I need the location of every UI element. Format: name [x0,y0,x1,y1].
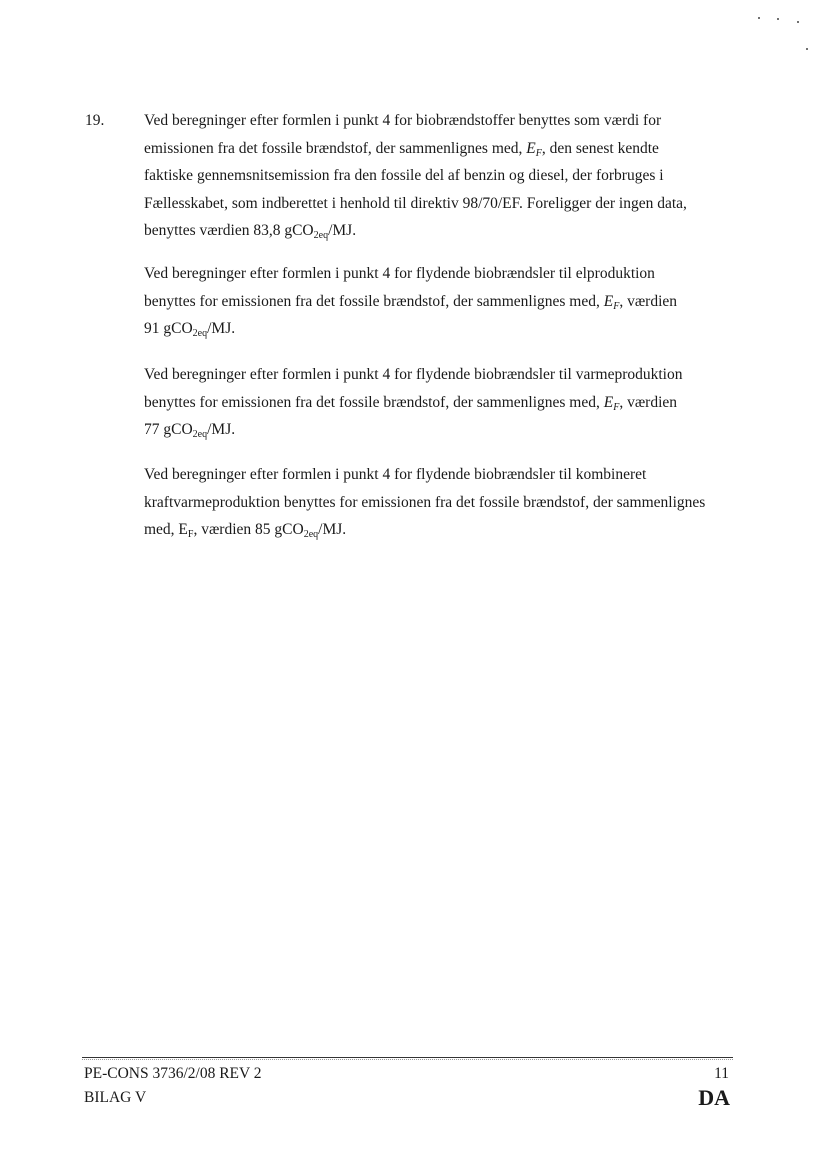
paragraph-number: 19. [85,112,105,129]
scan-speck [777,18,779,20]
text-line: Ved beregninger efter formlen i punkt 4 for flydende biobrændsler til elproduktion [144,265,655,282]
annex-label: BILAG V [84,1089,147,1106]
language-code: DA [698,1085,730,1110]
text-line: benyttes for emissionen fra det fossile brændstof, der sammenlignes med, $E_F$, værdien [144,393,677,413]
document-reference: PE-CONS 3736/2/08 REV 2 [84,1065,262,1082]
scan-speck [797,21,799,23]
footer-divider-dotted [82,1059,733,1060]
page-number: 11 [714,1065,729,1082]
scan-speck [758,17,760,19]
text-line: emissionen fra det fossile brændstof, der sammenlignes med, $E_F$, den senest kendte [144,139,659,159]
text-line: Ved beregninger efter formlen i punkt 4 for flydende biobrændsler til kombineret [144,466,647,483]
text-line: med, $E_F$, værdien 85 gCO$_{2eq}$/MJ. [144,521,347,540]
text-line: benyttes værdien 83,8 gCO$_{2eq}$/MJ. [144,222,357,241]
text-line: benyttes for emissionen fra det fossile brændstof, der sammenlignes med, $E_F$, værdien [144,292,677,312]
text-line: Ved beregninger efter formlen i punkt 4 for biobrændstoffer benyttes som værdi for [144,112,662,129]
scan-speck [806,48,808,50]
text-line: Ved beregninger efter formlen i punkt 4 for flydende biobrændsler til varmeproduktion [144,366,683,383]
text-line: faktiske gennemsnitsemission fra den fossile del af benzin og diesel, der forbruges i [144,167,664,184]
text-line: 77 gCO$_{2eq}$/MJ. [144,421,236,440]
footer-divider [82,1057,733,1058]
text-line: 91 gCO$_{2eq}$/MJ. [144,320,236,339]
text-line: Fællesskabet, som indberettet i henhold til direktiv 98/70/EF. Foreligger der ingen data, [144,194,687,212]
text-line: kraftvarmeproduktion benyttes for emissionen fra det fossile brændstof, der sammenlignes [144,493,706,511]
